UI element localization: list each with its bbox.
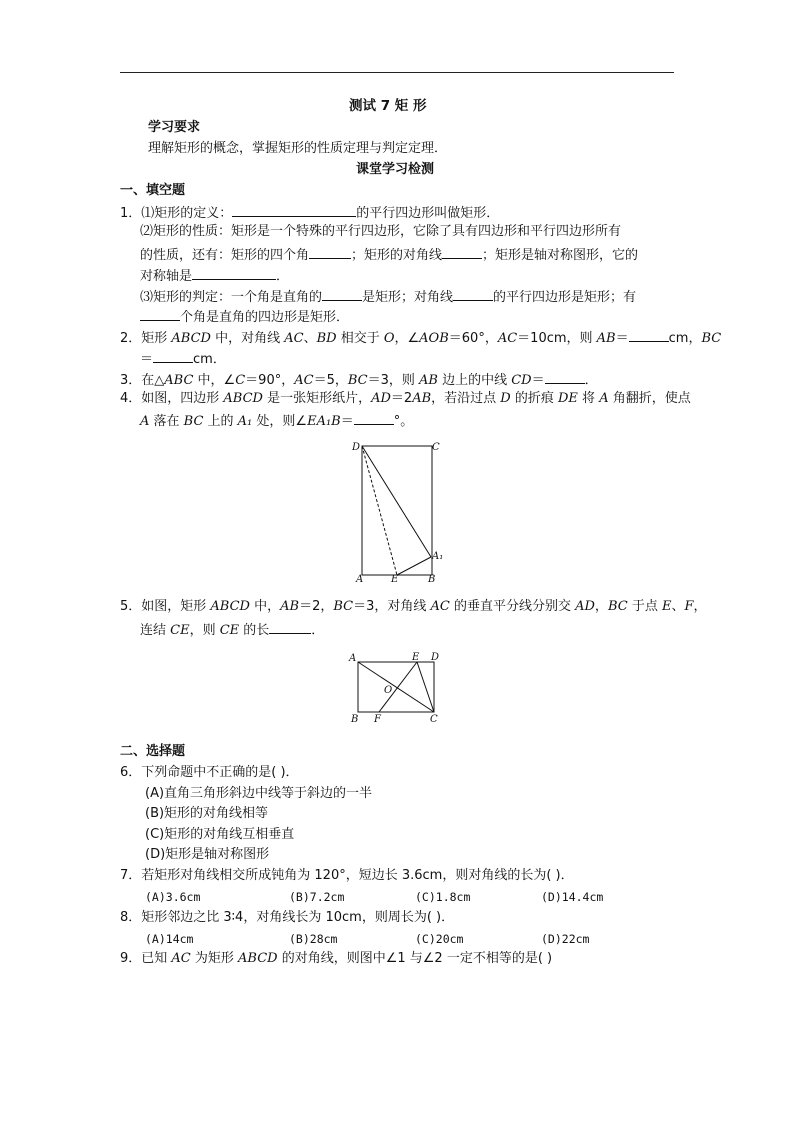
answer-blank bbox=[153, 349, 193, 363]
answer-blank bbox=[453, 287, 493, 301]
q1-text: ；矩形是轴对称图形，它的 bbox=[482, 248, 639, 263]
answer-blank bbox=[140, 307, 180, 321]
q5-var: CE bbox=[219, 623, 240, 638]
q5-var: BC bbox=[607, 599, 628, 614]
q3-line bbox=[120, 370, 598, 389]
q1-text: 是矩形；对角线 bbox=[362, 290, 454, 305]
label-a: A bbox=[349, 653, 357, 664]
q5-text: 中， bbox=[249, 599, 281, 614]
answer-blank bbox=[309, 245, 351, 259]
q2-text: cm， bbox=[668, 331, 702, 346]
q2-var: BC bbox=[701, 331, 722, 346]
q3-var: AC bbox=[294, 373, 314, 388]
q4-text: ，若沿过点 bbox=[431, 391, 501, 406]
q3-var: C bbox=[235, 373, 246, 388]
q8-option-b: (B)28cm bbox=[289, 932, 338, 946]
q8-stem: 8．矩形邻边之比 3∶4，对角线长为 10cm，则周长为( )． bbox=[120, 910, 455, 925]
q5-text: ， bbox=[693, 599, 707, 614]
q9-var: AC bbox=[171, 951, 191, 966]
q4-var: A bbox=[599, 391, 609, 406]
q2-var: AB bbox=[596, 331, 616, 346]
q9-text: 9．已知 bbox=[120, 951, 172, 966]
label-f: F bbox=[374, 714, 381, 725]
answer-blank bbox=[629, 328, 669, 342]
q1-text: ；矩形的对角线 bbox=[351, 248, 443, 263]
page-title: 测试 7 矩 形 bbox=[349, 98, 427, 114]
q7-option-c: (C)1.8cm bbox=[415, 890, 471, 904]
q3-var: ABC bbox=[164, 373, 194, 388]
q4-var: ABCD bbox=[223, 391, 263, 406]
q5-text: ＝2， bbox=[299, 599, 334, 614]
segment-ec bbox=[417, 662, 434, 712]
requirements-text: 理解矩形的概念，掌握矩形的性质定理与判定定理． bbox=[148, 141, 448, 156]
q6-option-b: (B)矩形的对角线相等 bbox=[145, 806, 269, 821]
q4-text: 处，则∠ bbox=[252, 414, 308, 429]
q5-line1 bbox=[120, 599, 707, 615]
q2-line1 bbox=[120, 328, 721, 347]
q4-line2 bbox=[140, 411, 413, 430]
q1-line4 bbox=[140, 266, 289, 285]
q4-text: ＝ bbox=[340, 414, 354, 429]
q4-text: ＝2 bbox=[390, 391, 413, 406]
q5-var: BC bbox=[333, 599, 354, 614]
q1-line1 bbox=[120, 203, 499, 222]
label-c: C bbox=[432, 442, 440, 453]
q2-text: ＝60°， bbox=[448, 331, 498, 346]
q3-var: AB bbox=[419, 373, 438, 388]
q7-option-d: (D)14.4cm bbox=[541, 890, 604, 904]
rectangle-abcd bbox=[362, 446, 432, 575]
q1-text: ． bbox=[276, 269, 290, 284]
q2-text: ＝10cm，则 bbox=[517, 331, 597, 346]
fill-heading: 一、填空题 bbox=[120, 183, 186, 198]
q2-text: 相交于 bbox=[336, 331, 384, 346]
q5-text: 的长 bbox=[239, 623, 270, 638]
figure-q4 bbox=[340, 436, 450, 586]
q4-text: 是一张矩形纸片， bbox=[262, 391, 372, 406]
q8-option-d: (D)22cm bbox=[541, 932, 590, 946]
answer-blank bbox=[545, 370, 585, 384]
q9-var: ABCD bbox=[238, 951, 278, 966]
header-rule bbox=[120, 72, 674, 73]
q2-var: BD bbox=[316, 331, 337, 346]
answer-blank bbox=[442, 245, 482, 259]
q2-var: AOB bbox=[419, 331, 449, 346]
q4-text: 落在 bbox=[149, 414, 184, 429]
q4-text: 4．如图，四边形 bbox=[120, 391, 224, 406]
label-b: B bbox=[428, 574, 436, 585]
answer-blank bbox=[269, 620, 311, 634]
q5-text: 的垂直平分线分别交 bbox=[449, 599, 576, 614]
q8-option-a: (A)14cm bbox=[145, 932, 194, 946]
q5-line2 bbox=[140, 620, 324, 639]
section-title: 课堂学习检测 bbox=[356, 162, 435, 177]
q4-var: D bbox=[500, 391, 511, 406]
q4-var: BC bbox=[183, 414, 204, 429]
diagonal-ac bbox=[358, 662, 434, 712]
q4-var: A₁ bbox=[237, 414, 253, 429]
q5-var: E bbox=[661, 599, 672, 614]
q4-text: 将 bbox=[577, 391, 600, 406]
q3-text: 边上的中线 bbox=[437, 373, 512, 388]
q7-option-b: (B)7.2cm bbox=[289, 890, 345, 904]
label-d: D bbox=[352, 442, 361, 453]
segment-da1 bbox=[362, 446, 431, 557]
label-c: C bbox=[430, 714, 438, 725]
figure-q5 bbox=[346, 650, 446, 726]
q2-text: 中，对角线 bbox=[210, 331, 285, 346]
q2-line2 bbox=[140, 349, 226, 368]
q2-text: 、 bbox=[303, 331, 317, 346]
q2-text: ＝ bbox=[140, 352, 154, 367]
q4-text: °。 bbox=[393, 414, 414, 429]
q4-text: 上的 bbox=[203, 414, 238, 429]
q5-text: 、 bbox=[671, 599, 685, 614]
answer-blank bbox=[354, 411, 394, 425]
q1-line5 bbox=[140, 287, 636, 306]
q4-text: 的折痕 bbox=[510, 391, 558, 406]
q5-var: ABCD bbox=[210, 599, 250, 614]
answer-blank bbox=[192, 266, 276, 280]
answer-blank bbox=[322, 287, 362, 301]
q5-text: ， bbox=[594, 599, 608, 614]
q1-line2: ⑵矩形的性质：矩形是一个特殊的平行四边形，它除了具有四边形和平行四边形所有 bbox=[140, 224, 622, 239]
q2-text: cm． bbox=[193, 352, 226, 367]
q4-var: A bbox=[140, 414, 150, 429]
q4-var: EA₁B bbox=[307, 414, 341, 429]
q5-var: AC bbox=[430, 599, 450, 614]
q7-option-a: (A)3.6cm bbox=[145, 890, 201, 904]
q4-var: DE bbox=[558, 391, 578, 406]
q2-text: 2．矩形 bbox=[120, 331, 172, 346]
label-e: E bbox=[391, 574, 399, 585]
q5-var: CE bbox=[170, 623, 190, 638]
q4-var: AB bbox=[412, 391, 432, 406]
q1-text: 的性质，还有：矩形的四个角 bbox=[140, 248, 310, 263]
q9-stem bbox=[120, 951, 552, 967]
q6-option-a: (A)直角三角形斜边中线等于斜边的一半 bbox=[145, 786, 373, 801]
q6-option-c: (C)矩形的对角线互相垂直 bbox=[145, 827, 295, 842]
q1-text: 1．⑴矩形的定义： bbox=[120, 206, 233, 221]
choice-heading: 二、选择题 bbox=[120, 744, 186, 759]
q2-var: ABCD bbox=[171, 331, 211, 346]
q2-var: AC bbox=[284, 331, 304, 346]
q6-option-d: (D)矩形是轴对称图形 bbox=[145, 847, 270, 862]
q3-text: ＝5， bbox=[313, 373, 348, 388]
q3-var: CD bbox=[511, 373, 532, 388]
requirements-heading: 学习要求 bbox=[148, 120, 201, 135]
q1-text: 的平行四边形叫做矩形． bbox=[356, 206, 500, 221]
q1-text: 对称轴是 bbox=[140, 269, 193, 284]
q5-var: AD bbox=[575, 599, 595, 614]
q1-text: 的平行四边形是矩形；有 bbox=[493, 290, 637, 305]
q5-text: 5．如图，矩形 bbox=[120, 599, 211, 614]
q1-line3 bbox=[140, 245, 638, 264]
q5-text: 连结 bbox=[140, 623, 171, 638]
label-d: D bbox=[431, 652, 440, 663]
label-b: B bbox=[351, 714, 359, 725]
q2-var: AC bbox=[497, 331, 518, 346]
q3-text: ＝90°， bbox=[245, 373, 295, 388]
answer-blank bbox=[232, 203, 356, 217]
q4-text: 角翻折，使点 bbox=[608, 391, 691, 406]
q3-text: ． bbox=[584, 373, 598, 388]
q3-var: BC bbox=[347, 373, 368, 388]
label-a: A bbox=[356, 574, 364, 585]
q5-text: ，则 bbox=[189, 623, 220, 638]
q5-text: ＝3，对角线 bbox=[353, 599, 431, 614]
q1-line6 bbox=[140, 307, 349, 326]
q9-text: 的对角线，则图中∠1 与∠2 一定不相等的是( ) bbox=[277, 951, 553, 966]
q3-text: ＝3，则 bbox=[367, 373, 419, 388]
q8-option-c: (C)20cm bbox=[415, 932, 464, 946]
label-o: O bbox=[384, 685, 393, 696]
q3-text: 中，∠ bbox=[193, 373, 236, 388]
q4-line1 bbox=[120, 391, 691, 407]
fold-line-de bbox=[362, 446, 397, 575]
q4-var: AD bbox=[371, 391, 391, 406]
q5-text: 于点 bbox=[627, 599, 662, 614]
q5-var: AB bbox=[280, 599, 300, 614]
q5-var: F bbox=[684, 599, 694, 614]
q2-text: ＝ bbox=[615, 331, 629, 346]
q1-text: ⑶矩形的判定：一个角是直角的 bbox=[140, 290, 323, 305]
q7-stem: 7．若矩形对角线相交所成钝角为 120°，短边长 3.6cm，则对角线的长为( )． bbox=[120, 868, 574, 883]
segment-a1e bbox=[397, 557, 431, 575]
q2-var: O bbox=[383, 331, 395, 346]
label-a1: A₁ bbox=[432, 551, 444, 562]
q3-text: 3．在△ bbox=[120, 373, 165, 388]
q9-text: 为矩形 bbox=[190, 951, 239, 966]
label-e: E bbox=[412, 652, 420, 663]
q1-text: 个角是直角的四边形是矩形． bbox=[180, 310, 350, 325]
q5-text: ． bbox=[311, 623, 325, 638]
q2-text: ，∠ bbox=[394, 331, 420, 346]
q3-text: ＝ bbox=[531, 373, 545, 388]
q6-stem: 6．下列命题中不正确的是( )． bbox=[120, 765, 299, 780]
